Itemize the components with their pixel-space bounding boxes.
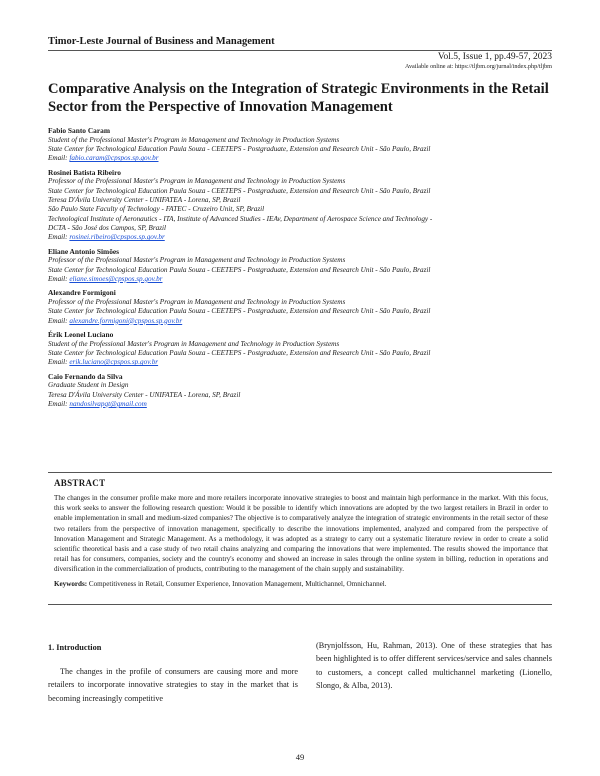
author-affiliation: Student of the Professional Master's Program in Management and Technology in Production Systems	[48, 135, 340, 144]
author-block	[48, 247, 560, 285]
author-name: Eliane Antonio Simões	[48, 246, 120, 256]
author-affiliation: São Paulo State Faculty of Technology - FATEC - Cruzeiro Unit, SP, Brazil	[48, 205, 265, 214]
author-affiliation: Graduate Student in Design	[48, 381, 129, 390]
author-affiliation: Technological Institute of Aeronautics - ITA, Institute of Advanced Studies - IEAv, Department of Aerospace Science and Technology -	[48, 214, 433, 223]
keywords	[54, 579, 548, 589]
author-email-line	[48, 400, 560, 409]
issue-info	[405, 52, 552, 71]
author-name: Fabio Santo Caram	[48, 126, 111, 135]
email-label: Email:	[48, 233, 70, 242]
abstract-heading: ABSTRACT	[54, 478, 106, 488]
email-label: Email:	[48, 400, 70, 409]
keywords-list: Competitiveness in Retail, Consumer Experience, Innovation Management, Multichannel, Omnichannel.	[87, 580, 387, 588]
author-affiliation: State Center for Technological Education Paula Souza - CEETEPS - Postgraduate, Extension and Research Unit - São Paulo, Brazil	[48, 145, 431, 154]
abstract-text: The changes in the consumer profile make more and more retailers incorporate innovative strategies to boost and maintain high performance in the market. With this focus, this work seeks to answer the following research question: Would it be possible to identify which innovations are adopted by the two largest retailers in Brazil in order to enable implementation in small and medium-sized companies? The objective is to comparatively analyze the integration of strategic environments in the retail sector of these two retailers from the perspective of innovation management, specifically to describe the innovations implemented, analyzed and compared from the perspective of Innovation Management and Strategic Management. As a methodology, it was adopted as a strategy to carry out a systematic literature review in order to create a solid scientific theoretical basis and a case study of two retail chains analyzing and comparing the innovations that were implemented. The results showed the importance that retail has for consumers, companies, society and the country's economy and showed an increase in sales through the online system in billing, reduction in operations and diversification in the commercialization of products, contributing to the management of the chain supply and sustainability.	[54, 494, 548, 574]
abstract-bottom-rule	[48, 604, 552, 605]
author-email-link[interactable]: erik.luciano@cpspos.sp.gov.br	[69, 358, 159, 367]
author-affiliation: State Center for Technological Education Paula Souza - CEETEPS - Postgraduate, Extension and Research Unit - São Paulo, Brazil	[48, 265, 431, 274]
author-name: Érik Leonel Luciano	[48, 329, 114, 339]
author-affiliation: Student of the Professional Master's Program in Management and Technology in Production Systems	[48, 339, 340, 348]
author-block	[48, 168, 560, 243]
author-email-link[interactable]: eliane.simoes@cpspos.sp.gov.br	[69, 274, 163, 283]
email-label: Email:	[48, 316, 70, 325]
author-name: Caio Fernando da Silva	[48, 371, 123, 381]
author-email-line	[48, 358, 560, 367]
header-rule	[48, 50, 552, 51]
author-email-link[interactable]: alexandre.formigoni@cpspos.sp.gov.br	[69, 316, 183, 325]
author-affiliation: Professor of the Professional Master's Program in Management and Technology in Production Systems	[48, 256, 346, 265]
author-name: Alexandre Formigoni	[48, 288, 116, 298]
author-email-link[interactable]: fabio.caram@cpspos.sp.gov.br	[69, 154, 159, 163]
author-affiliation: State Center for Technological Education Paula Souza - CEETEPS - Postgraduate, Extension and Research Unit - São Paulo, Brazil	[48, 307, 431, 316]
intro-right-column: (Brynjolfsson, Hu, Rahman, 2013). One of these strategies that has been highlighted is to offer different services/service and sales channels to customers, a concept called multichannel marketing (Lionello, Slongo, & Alba, 2013).	[316, 641, 552, 690]
author-affiliation: DCTA - São José dos Campos, SP, Brazil	[48, 223, 167, 232]
author-name: Rosinei Batista Ribeiro	[48, 167, 121, 177]
author-email-line	[48, 233, 560, 242]
volume-line: Vol.5, Issue 1, pp.49-57, 2023	[437, 52, 552, 62]
author-email-line	[48, 275, 560, 284]
author-block	[48, 372, 560, 410]
intro-left-column: The changes in the profile of consumers are causing more and more retailers to incorporate innovative strategies to stay in the market that is becoming increasingly competitive	[48, 667, 298, 703]
author-block	[48, 126, 560, 164]
author-affiliation: Teresa D'Ávila University Center - UNIFATEA - Lorena, SP, Brazil	[48, 390, 241, 399]
author-affiliation: Teresa D'Ávila University Center - UNIFATEA - Lorena, SP, Brazil	[48, 196, 241, 205]
author-block	[48, 330, 560, 368]
email-label: Email:	[48, 274, 70, 283]
author-email-link[interactable]: nandosilvapqt@gmail.com	[69, 400, 147, 409]
author-list	[48, 126, 560, 413]
keywords-label: Keywords:	[54, 580, 88, 588]
author-affiliation: State Center for Technological Education Paula Souza - CEETEPS - Postgraduate, Extension and Research Unit - São Paulo, Brazil	[48, 349, 431, 358]
email-label: Email:	[48, 358, 70, 367]
section-heading-introduction: 1. Introduction	[48, 643, 102, 652]
journal-name: Timor-Leste Journal of Business and Management	[48, 36, 275, 47]
email-label: Email:	[48, 154, 70, 163]
author-affiliation: Professor of the Professional Master's Program in Management and Technology in Production Systems	[48, 177, 346, 186]
author-email-line	[48, 154, 560, 163]
availability-line: Available online at: https://tljbm.org/jurnal/index.php/tljbm	[404, 63, 552, 70]
abstract-top-rule	[48, 472, 552, 473]
author-block	[48, 288, 560, 326]
author-affiliation: State Center for Technological Education Paula Souza - CEETEPS - Postgraduate, Extension and Research Unit - São Paulo, Brazil	[48, 186, 431, 195]
page-number: 49	[295, 752, 305, 762]
author-email-line	[48, 317, 560, 326]
author-email-link[interactable]: rosinei.ribeiro@cpspos.sp.gov.br	[69, 233, 165, 242]
paper-title: Comparative Analysis on the Integration of Strategic Environments in the Retail Sector from the Perspective of Innovation Management	[48, 81, 549, 115]
author-affiliation: Professor of the Professional Master's Program in Management and Technology in Production Systems	[48, 298, 346, 307]
